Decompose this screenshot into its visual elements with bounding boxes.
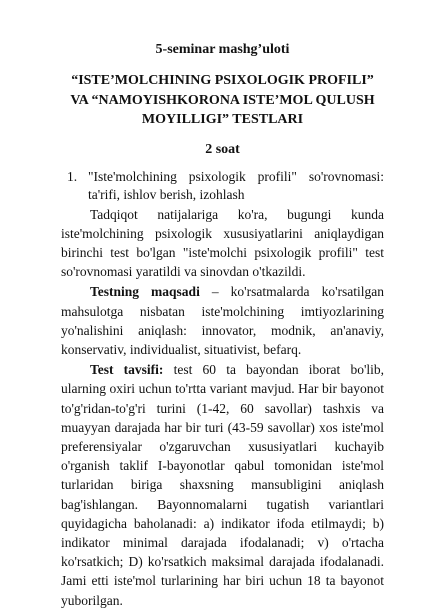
- title-line-2: VA “NAMOYISHKORONA ISTE’MOL QULUSH: [70, 92, 375, 108]
- seminar-heading: 5-seminar mashg’uloti: [155, 42, 290, 57]
- purpose-body: – ko'rsatmalarda ko'rsatilgan mahsulotga nisbatan iste'molchining imtiyozlarining yo'nalishini aniqlash: innovator, modnik, an'anaviy, konservativ, individualist, situativist, befarq.: [61, 284, 384, 357]
- numbered-list: [61, 168, 384, 205]
- list-item-number: 1.: [67, 168, 78, 184]
- duration-label: 2 soat: [205, 141, 240, 157]
- list-item-text: "Iste'molchining psixologik profili" so'rovnomasi: ta'rifi, ishlov berish, izohlash: [88, 168, 384, 202]
- document-title: [61, 71, 384, 130]
- purpose-lead: Testning maqsadi: [90, 284, 200, 300]
- description-body: test 60 ta bayondan iborat bo'lib, ularning oxiri uchun to'rtta variant mavjud. Har bir bayonot to'g'ridan-to'g'ri turini (1-42, 60 savollar) tashxis va muayyan darajada har bir turi (43-59 savollar) xos iste'mol preferensiyalar o'zgaruvchan xususiyatlari kuchayib o'rganish taklif I-bayonotlar qabul tomonidan iste'mol turlaridan biriga shaxsning mansubligini aniqlash bag'ishlangan. Bayonnomalarni tugatish variantlari quyidagicha baholanadi: a) indikator ifoda etilmaydi; b) indikator minimal darajada ifodalanadi; v) o'rtacha ko'rsatkich; D) ko'rsatkich maksimal darajada ifodalanadi. Jami etti iste'mol turlarining har biri uchun 18 ta bayonot yuborilgan.: [61, 362, 385, 608]
- paragraph-purpose: [61, 282, 384, 359]
- paragraph-intro: Tadqiqot natijalariga ko'ra, bugungi kunda iste'molchining psixologik xususiyatlarini aniqlaydigan birinchi test bo'lgan "iste'molchi psixologik profili" test so'rovnomasi yaratildi va sinovdan o'tkazildi.: [61, 206, 384, 280]
- list-item: [61, 168, 384, 205]
- title-line-1: “ISTE’MOLCHINING PSIXOLOGIK PROFILI”: [71, 73, 374, 88]
- paragraph-description: [61, 360, 384, 610]
- description-lead: Test tavsifi:: [90, 362, 164, 378]
- title-line-3: MOYILLIGI” TESTLARI: [141, 112, 304, 127]
